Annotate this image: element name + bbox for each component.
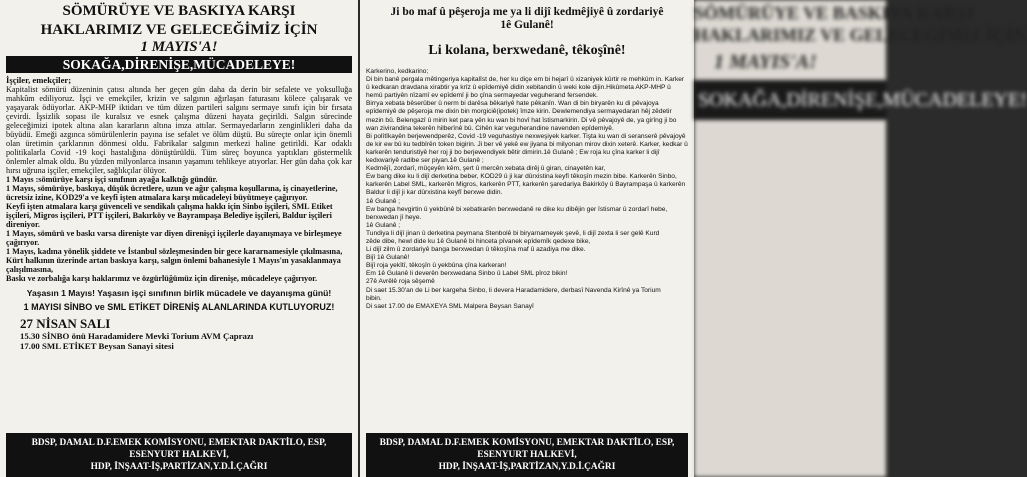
paragraph: Bijî roja yekîtî, têkoşîn û yekbûna çîna karkeran! [366, 262, 507, 270]
paragraph: Tundiya li dijî jinan û derketina peymana Stenbolê bi biryarnameyek şevê, li dijî zexta li ser gelê Kurd [366, 229, 660, 237]
turkish-flyer [0, 0, 358, 477]
blurred-banner [694, 80, 1027, 120]
flyer-title-line1: Ji bo maf û pêşeroja me ya li dijî kedmêjiyê û zordariyê [390, 6, 664, 18]
slogan-celebration: 1 MAYISI SİNBO ve SML ETİKET DİRENİŞ ALANLARINDA KUTLUYORUZ! [23, 302, 335, 312]
blurred-date: 1 MAYIS'A! [714, 51, 817, 73]
paragraph: Bi polîtîkayên berjewendperêz, Covid -19 veguhastiye nexweşiyek karker. Tişta ku wan di seranserê pêvajoyê de kir ew bû ku tedbîrên token bigirin. Ji ber vê yekê ew jiyana bi milyonan mirov dixin xeterê. Karker, kedkar û karkerên tenduristiyê her roj ji bo berjewendiyek bêtir dimirin.1ê Gulanê ; Ew roja ku çîna karker li dijî kedxwariyê radibe ser piyan.1ê Gulanê ; [366, 132, 688, 165]
blurred-title-line1: SÖMÜRÜYE VE BASKIYA KARŞI [694, 3, 974, 23]
blurred-flyer [694, 0, 1027, 477]
paragraph: Em 1ê Gulanê li deverên berxwedana Sinbo û Label SML pîroz bikin! [366, 270, 568, 278]
paragraph: Di saet 17.00 de EMAXEYA SML Malpera Beysan Sanayî [366, 302, 534, 310]
flyer-date: 1 MAYIS'A! [140, 39, 218, 55]
blurred-title-line2: HAKLARIMIZ VE GELECEĞİMİZ İÇİN [694, 25, 1027, 45]
event-date: 27 NİSAN SALI [20, 316, 111, 331]
flyer-body [366, 68, 688, 311]
flyer-title-line1: SÖMÜRÜYE VE BASKIYA KARŞI [62, 3, 296, 19]
greeting: İşçiler, emekçiler; [6, 75, 72, 85]
paragraph: Kapitalist sömürü düzeninin çatısı altında her geçen gün daha da derin bir sefalete ve yoksulluğa mahkûm ediliyoruz. İşçi ve emekçiler, krizin ve salgının ağırlaşan faturasını kölece çalışarak ve yaşayarak ödüyorlar. AKP-MHP iktidarı ve tüm düzen partileri salgını sermaye sınıfı için bir fırsata çevirdi. İşsizlik sopası ile kuralsız ve esnek çalışma düzeni hayata geçirildi. Salgın sürecinde geleceğimizi ipotek altına alan kararların altına imza attılar. Sermayedarların zenginlikleri daha da büyüdü. Emeği azgınca sömürülenlerin payına ise sefalet ve ölüm düştü. Bu süreçte onlar için önemli olan üretimin çarklarının dönmesi oldu. Fabrikalar salgının merkezi haline getirildi. Kar odaklı politikalarla Covid -19 koçi hastalığına dönüştürüldü. Tüm süreç boyunca yaptıkları göstermelik önlemler almak oldu. Bu yüzden milyonlarca insanın yaşamını tehlikeye atıyorlar. Her gün daha çok kar hırsı uğruna işçiler, emekçiler, sağlıkçılar ölüyor. [6, 85, 352, 175]
paragraph: 1 Mayıs, sömürü ve baskı varsa direnişte var diyen direnişçi işçilerle dayanışmaya ve birleşmeye çağırıyor. [6, 229, 342, 247]
footer-line2: HDP, İNŞAAT-İŞ,PARTİZAN,Y.D.İ.ÇAĞRI [438, 462, 616, 472]
flyer-title-line2: HAKLARIMIZ VE GELECEĞİMİZ İÇİN [40, 22, 318, 38]
paragraph: 1 Mayıs :sömürüye karşı işçi sınıfının ayağa kalktığı gündür. [6, 175, 218, 184]
paragraph: Baskı ve zorbalığa karşı haklarımız ve özgürlüğümüz için direnişe, mücadeleye çağırıyor. [6, 274, 318, 283]
paragraph: 1ê Gulanê ; [366, 197, 401, 205]
flyer-title-line2: 1ê Gulanê! [500, 19, 554, 31]
paragraph: Bijî 1ê Gulanê! [366, 254, 410, 262]
event-item: 17.00 SML ETİKET Beysan Sanayi sitesi [20, 341, 174, 351]
paragraph: Karkerino, kedkarino; [366, 68, 429, 75]
blurred-banner-text: SOKAĞA,DİRENİŞE,MÜCADELEYE! [698, 89, 1027, 111]
paragraph: Di bin banê pergala mêtingeriya kapitalîst de, her ku diçe em bi hejarî û xizaniyek kûrtir re mehkûm in. Karker û kedkaran dravdana xirabtir ya krîz û epîdemiyê didin xebitandin û weki kole dijin.Hikûmeta AKP-MHP û hemû partiyên nîzamî ev epîdemî ji bo çîna sermayedar veguherand fersendek. [366, 76, 685, 100]
footer-line1: BDSP, DAMAL D.F.EMEK KOMİSYONU, EMEKTAR DAKTİLO, ESP, ESENYURT HALKEVİ, [31, 438, 327, 460]
paragraph: Keyfi işten atmalara karşı güvenceli ve sendikalı çalışma hakkı için Sinbo işçileri, SML Etiket işçileri, Migros işçileri, PTT işçileri, Bakırköy ve Bayrampaşa Belediye işçileri, Baldur işçileri direniyor. [6, 202, 333, 229]
paragraph: 1ê Gulanê ; [366, 221, 401, 229]
paragraph: Kedmêjî, zordarî, mûçeyên kêm, şert û mercên xebata dirêj û giran, cinayetên kar, [366, 165, 606, 173]
paragraph: Ew bang dike ku li dijî derketina beber, KOD29 û ji kar dûrxistina keyfî têkoşîn mezin bibe. Karkerên Sinbo, karkerên Label SML, karkerên Migros, karkerên PTT, karkerên şaredariya Bakirköy û Bayrampaşa û karkerên Baldur li dijî ji kar dûrxistina keyfî berxwe didin. [366, 173, 686, 197]
paragraph: bibin. [366, 294, 382, 302]
flyer-footer [6, 433, 352, 477]
flyer-footer [366, 433, 688, 477]
flyer-banner: SOKAĞA,DİRENİŞE,MÜCADELEYE! [6, 56, 352, 73]
paragraph: 27ê Avrêlê roja sêşemê [366, 278, 435, 286]
paragraph: 1 Mayıs, kadına yönelik şiddete ve İstanbul sözleşmesinden bir gece kararnamesiyle çıkılmasına, Kürt halkının üzerinde artan baskıya karşı, salgın önlemi bahanesiyle 1 Mayıs'ın yasaklanmaya çalışılmasına, [6, 247, 343, 274]
paragraph: zêde dibe, hewl dide ku 1ê Gulanê bi hinceta pîvanek epîdemîk qedexe bike, [366, 237, 591, 245]
event-item: 15.30 SİNBO önü Haradamidere Mevki Torium AVM Çaprazı [20, 331, 254, 341]
footer-line1: BDSP, DAMAL D.F.EMEK KOMİSYONU, EMEKTAR DAKTİLO, ESP, ESENYURT HALKEVİ, [379, 438, 675, 460]
paragraph: Ew banga hevgirtin û yekbûnê bi xebatkarên berxwedanê re dike ku dibêjin ger îstismar û zordarî hebe, berxwedan jî heye. [366, 205, 668, 221]
paragraph: Di saet 15.30'an de Li ber kargeha Sinbo, li devera Haradamidere, derbasî Navenda Kirînê ya Torium [366, 286, 661, 294]
kurdish-flyer [360, 0, 694, 477]
paragraph: Li dijî zilm û zordariyê banga berxwedan û têkoşîna maf û azadiya me dike. [366, 246, 586, 254]
slogan: Yaşasın 1 Mayıs! Yaşasın işçi sınıfının birlik mücadele ve dayanışma günü! [26, 288, 332, 298]
flyer-subtitle: Li kolana, berxwedanê, têkoşînê! [428, 43, 626, 58]
paragraph: Birrya xebata bêserûber û nerm bi darêsa bêkariyê hate pêkanîn. Wan di bin biryarên ku di pêvajoya epîdemiyê de pêşeroja me dixin bin morgiciê(ipotek) îmze kirin. Dewlemendiya sermayedaran hêj zêdetir mezin bû. Belengazî û mirin ket para yên ku wan bi hovî hat îstismarkirin. Di vê pêvajoyê de, ya girîng ji bo wan zivirandina tekerên hilberînê bû. Cihên kar veguherandine navenden epîdemiyê. [366, 100, 677, 132]
footer-line2: HDP, İNŞAAT-İŞ,PARTİZAN,Y.D.İ.ÇAĞRI [90, 462, 268, 472]
flyer-body [6, 76, 352, 283]
paragraph: 1 Mayıs, sömürüye, baskıya, düşük ücretlere, uzun ve ağır çalışma koşullarına, iş cinayetlerine, ücretsiz izine, KOD29'a ve keyfi işten atmalara karşı mücadeleyi büyütmeye çağırıyor. [6, 184, 338, 202]
